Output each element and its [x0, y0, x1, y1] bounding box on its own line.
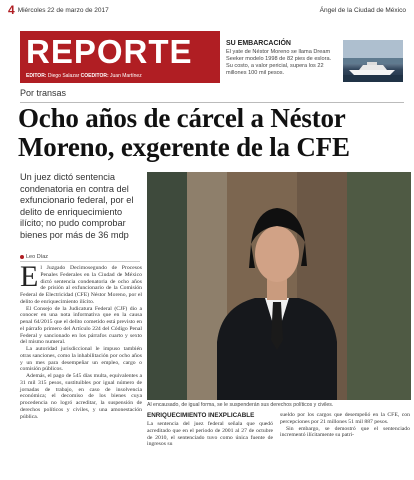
yacht-photo [343, 40, 403, 82]
body-paragraph [20, 260, 142, 306]
body-paragraph: El Consejo de la Judicatura Federal (CJF) dio a conocer en una nota informativa que en la causa penal 64/2015 que el delito cometido está previsto en el párrafo primero del Artículo 224 del Código Penal Federal y sancionado en los párrafos cuarto y sexto del mismo numeral. [20, 305, 142, 346]
article-kicker: Por transas [20, 88, 67, 98]
body-paragraph: sueldo por los cargos que desempeñó en la CFE, con percepciones por 21 millones 51 mil 887 pesos. [280, 412, 410, 425]
edition-name: Ángel de la Ciudad de México [319, 6, 406, 14]
section-banner [20, 31, 220, 83]
body-paragraph: Sin embargo, se demostró que el sentenciado incrementó ilícitamente su patri- [280, 425, 410, 439]
sidebar-text: El yate de Néstor Moreno se llama Dream Seeker modelo 1998 de 82 pies de eslora. Su costo, a valor pericial, supera los 22 millones 100 mil pesos. [226, 49, 332, 76]
body-paragraph: La sentencia del juez federal señala que quedó acreditado que en el periodo de 2001 al 27 de octubre de 2010, el sentenciado tuvo como única fuente de ingresos su [147, 421, 273, 448]
article-column-3 [280, 412, 410, 439]
article-headline: Ocho años de cárcel a Néstor Moreno, exgerente de la CFE [18, 103, 350, 162]
publication-date: Miércoles 22 de marzo de 2017 [17, 6, 109, 14]
page-number: 4 [8, 3, 15, 17]
drop-cap: E [20, 260, 39, 293]
body-paragraph: La autoridad jurisdiccional le impuso también otras sanciones, como la inhabilitación por ocho años y un mes para desempeñar un empleo, cargo o comisión públicos. [20, 346, 142, 373]
section-subheading: ENRIQUECIMIENTO INEXPLICABLE [147, 412, 255, 419]
byline-bullet-icon [20, 255, 24, 259]
photo-caption: Al encausado, de igual forma, se le suspenderán sus derechos políticos y civiles. [147, 402, 334, 408]
column-3-text [280, 412, 410, 439]
section-title: REPORTE [26, 33, 193, 70]
byline-divider [20, 261, 140, 262]
byline-author: Leo Díaz [26, 254, 49, 260]
article-photo [147, 172, 411, 400]
body-paragraph: Además, el pago de 545 días multa, equivalentes a 31 mil 315 pesos, sustituibles por igual número de jornadas de trabajo, en caso de insolvencia económica; el decomiso de los bienes cuya procedencia no logró acreditar, la suspensión de derechos políticos y civiles, y una amonestación pública. [20, 373, 142, 420]
sidebar-box [226, 40, 336, 84]
coeditor-name: Juan Martínez [110, 73, 142, 79]
body-paragraph-text: l Juzgado Decimosegundo de Procesos Penales Federales en la Ciudad de México dictó sentencia condenatoria de ocho años de prisión al exfuncionario de la Comisión Federal de Electricidad (CFE) Néstor Moreno, por el delito de enriquecimiento ilícito. [20, 265, 142, 305]
sidebar-title: SU EMBARCACIÓN [226, 40, 291, 47]
coeditor-label: COEDITOR: [80, 73, 109, 79]
article-body-column [20, 260, 142, 420]
section-credits [26, 73, 142, 79]
page-header [8, 4, 406, 16]
editor-name: Diego Salazar [47, 73, 80, 79]
editor-label: EDITOR: [26, 73, 47, 79]
article-column-2 [147, 412, 273, 448]
article-subhead: Un juez dictó sentencia condenatoria en contra del exfuncionario federal, por el delito de enriquecimiento ilícito; no pudo comprobar bienes por más de 36 mdp [20, 172, 134, 240]
